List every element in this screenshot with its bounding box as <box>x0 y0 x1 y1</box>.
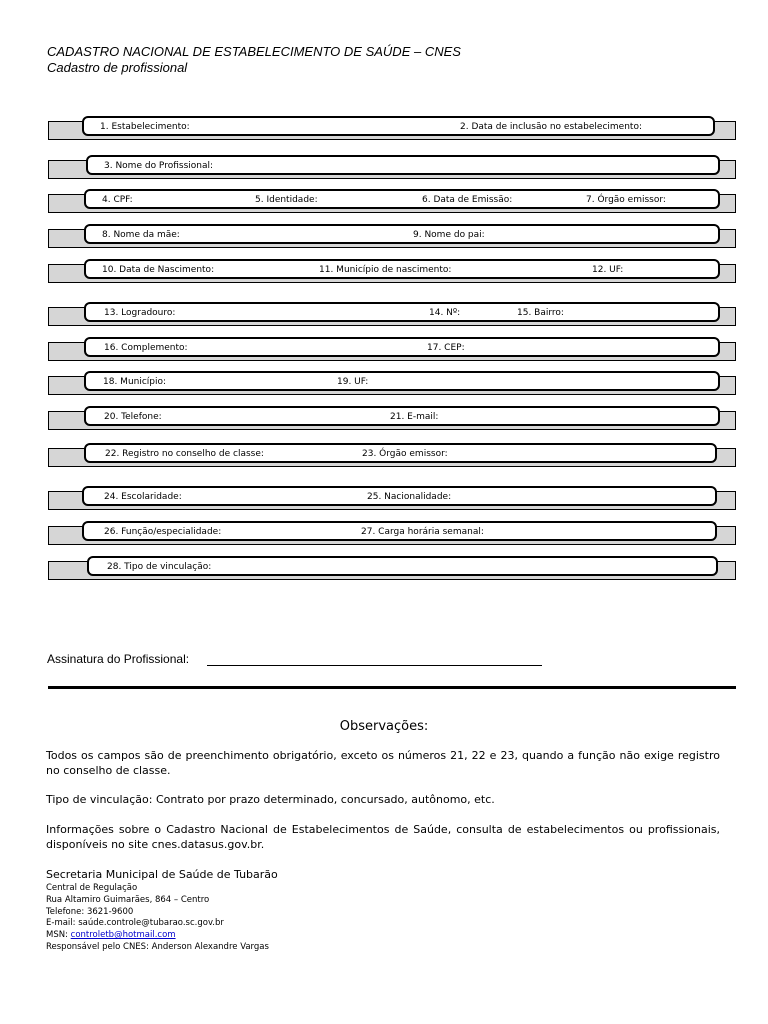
label-estabelecimento: 1. Estabelecimento: <box>100 122 190 132</box>
field-row-6 <box>48 302 736 326</box>
field-box[interactable] <box>84 371 720 391</box>
observation-paragraph-2: Tipo de vinculação: Contrato por prazo determinado, concursado, autônomo, etc. <box>46 793 495 806</box>
form-subtitle: Cadastro de profissional <box>47 60 188 75</box>
signature-label: Assinatura do Profissional: <box>47 652 190 666</box>
divider <box>48 686 736 689</box>
label-data-emissao: 6. Data de Emissão: <box>422 195 513 205</box>
msn-link[interactable]: controletb@hotmail.com <box>70 930 176 940</box>
label-municipio-nascimento: 11. Município de nascimento: <box>319 265 452 275</box>
field-box[interactable] <box>82 116 715 136</box>
label-funcao-especialidade: 26. Função/especialidade: <box>104 527 222 537</box>
label-uf-nascimento: 12. UF: <box>592 265 624 275</box>
label-nome-mae: 8. Nome da mãe: <box>102 230 180 240</box>
label-carga-horaria: 27. Carga horária semanal: <box>361 527 484 537</box>
label-complemento: 16. Complemento: <box>104 343 188 353</box>
label-cep: 17. CEP: <box>427 343 465 353</box>
field-row-11 <box>48 486 736 510</box>
label-tipo-vinculacao: 28. Tipo de vinculação: <box>107 562 212 572</box>
field-row-2 <box>48 155 736 179</box>
msn <box>46 930 176 940</box>
signature-line[interactable] <box>207 665 542 666</box>
label-nome-pai: 9. Nome do pai: <box>413 230 485 240</box>
phone: Telefone: 3621-9600 <box>46 907 134 917</box>
label-telefone: 20. Telefone: <box>104 412 162 422</box>
field-row-8 <box>48 371 736 395</box>
field-box[interactable] <box>84 406 720 426</box>
field-row-1 <box>48 116 736 140</box>
label-cpf: 4. CPF: <box>102 195 133 205</box>
field-box[interactable] <box>86 155 720 175</box>
field-row-10 <box>48 443 736 467</box>
label-identidade: 5. Identidade: <box>255 195 318 205</box>
label-nacionalidade: 25. Nacionalidade: <box>367 492 452 502</box>
field-box[interactable] <box>84 224 720 244</box>
msn-label: MSN: <box>46 930 71 940</box>
label-municipio: 18. Município: <box>103 377 167 387</box>
central-regulacao: Central de Regulação <box>46 883 138 893</box>
field-row-4 <box>48 224 736 248</box>
label-data-nascimento: 10. Data de Nascimento: <box>102 265 215 275</box>
field-box[interactable] <box>82 521 717 541</box>
observation-paragraph-3: Informações sobre o Cadastro Nacional de Estabelecimentos de Saúde, consulta de estabelecimentos ou profissionais, disponíveis no site cnes.datasus.gov.br. <box>46 823 720 851</box>
label-data-inclusao: 2. Data de inclusão no estabelecimento: <box>460 122 642 132</box>
field-box[interactable] <box>84 337 720 357</box>
label-orgao-emissor: 7. Órgão emissor: <box>586 195 666 205</box>
label-nome-profissional: 3. Nome do Profissional: <box>104 161 214 171</box>
field-box[interactable] <box>84 443 717 463</box>
field-box[interactable] <box>84 302 720 322</box>
field-row-12 <box>48 521 736 545</box>
form-title: CADASTRO NACIONAL DE ESTABELECIMENTO DE SAÚDE – CNES <box>47 44 461 59</box>
label-uf: 19. UF: <box>337 377 369 387</box>
field-row-13 <box>48 556 736 580</box>
field-row-3 <box>48 189 736 213</box>
responsavel: Responsável pelo CNES: Anderson Alexandre Vargas <box>46 942 269 952</box>
secretaria-name: Secretaria Municipal de Saúde de Tubarão <box>46 868 278 881</box>
label-escolaridade: 24. Escolaridade: <box>104 492 182 502</box>
label-numero: 14. Nº: <box>429 308 461 318</box>
field-box[interactable] <box>84 259 720 279</box>
label-registro-conselho: 22. Registro no conselho de classe: <box>105 449 264 459</box>
label-email: 21. E-mail: <box>390 412 439 422</box>
field-box[interactable] <box>82 486 717 506</box>
field-box[interactable] <box>87 556 718 576</box>
label-bairro: 15. Bairro: <box>517 308 564 318</box>
address: Rua Altamiro Guimarães, 864 – Centro <box>46 895 210 905</box>
observations-title: Observações: <box>339 719 429 734</box>
field-row-9 <box>48 406 736 430</box>
field-row-5 <box>48 259 736 283</box>
label-orgao-emissor-conselho: 23. Órgão emissor: <box>362 449 448 459</box>
field-row-7 <box>48 337 736 361</box>
field-box[interactable] <box>84 189 720 209</box>
observation-paragraph-1: Todos os campos são de preenchimento obrigatório, exceto os números 21, 22 e 23, quando a função não exige registro no conselho de classe. <box>46 749 720 777</box>
label-logradouro: 13. Logradouro: <box>104 308 176 318</box>
email: E-mail: saúde.controle@tubarao.sc.gov.br <box>46 918 224 928</box>
